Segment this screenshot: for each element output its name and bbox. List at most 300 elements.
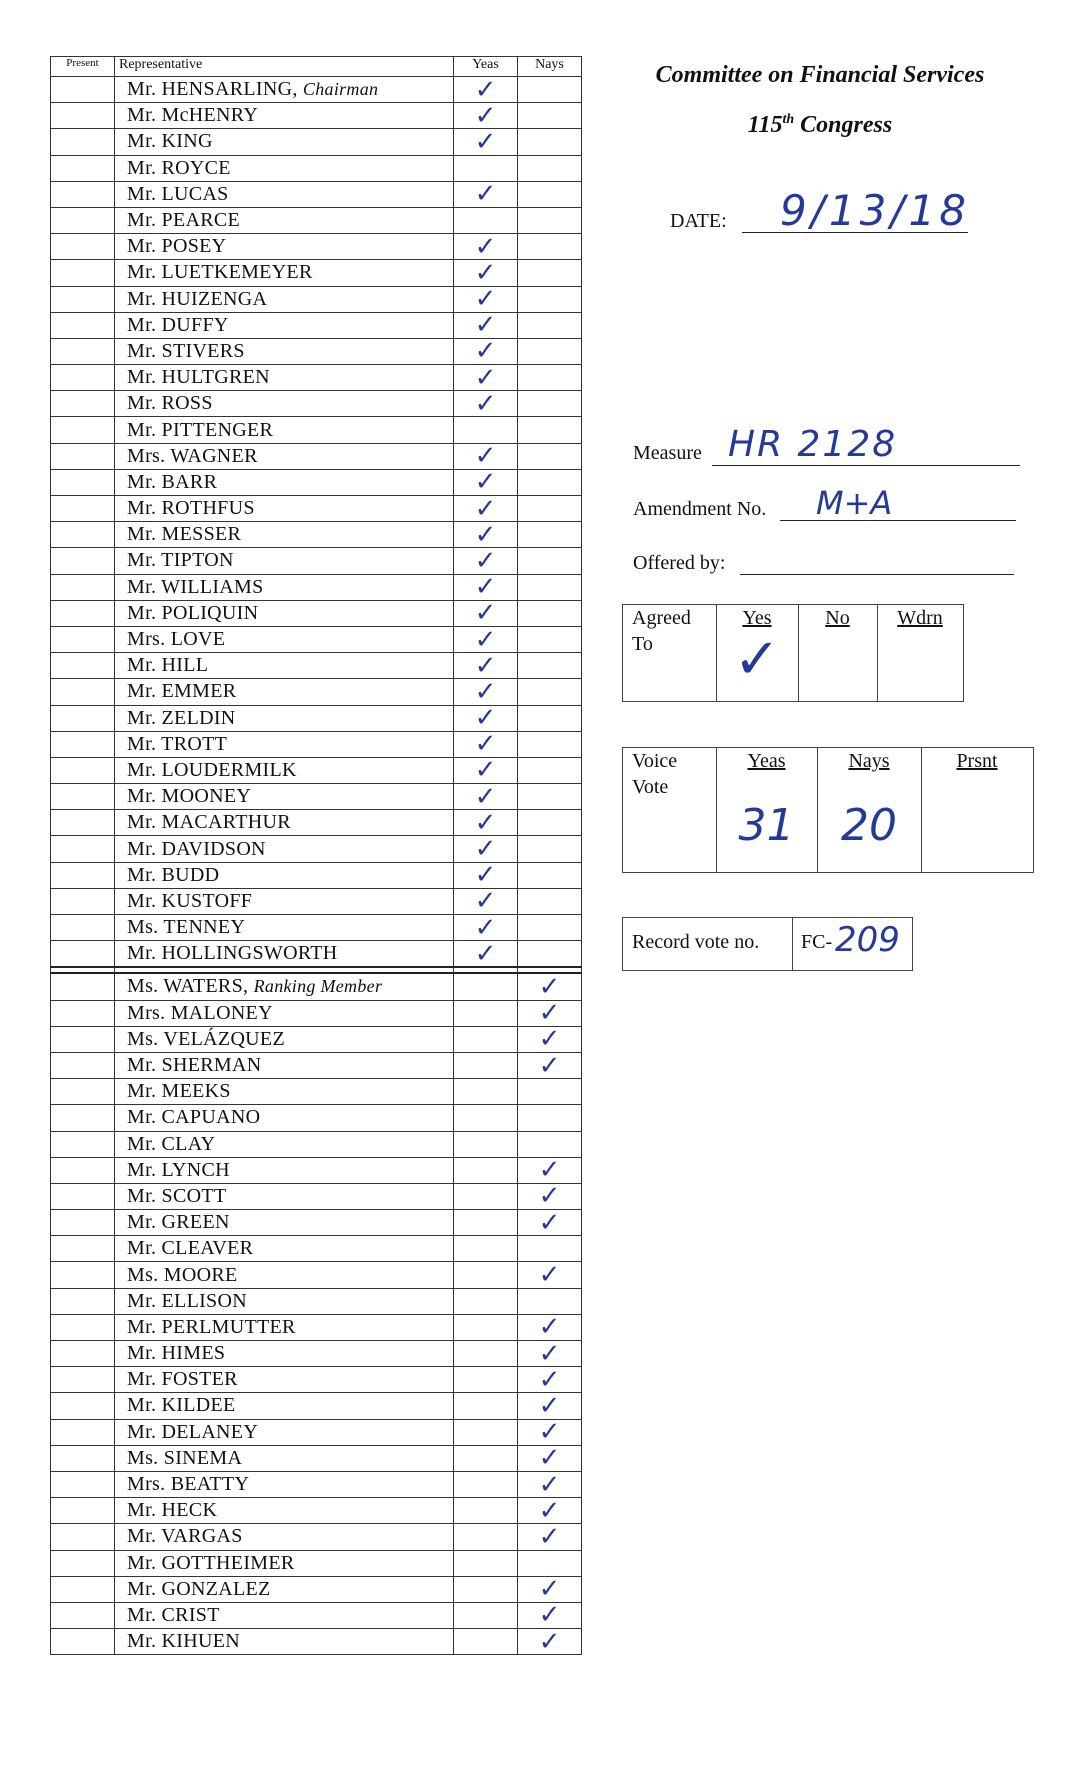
table-row [51, 103, 582, 129]
voice-nays-count: 20 [841, 800, 897, 851]
yea-cell [454, 912, 518, 943]
agreed-yes-check-icon: ✓ [733, 627, 781, 692]
table-row [51, 731, 582, 757]
yea-cell [454, 1288, 518, 1314]
present-cell [51, 1131, 115, 1157]
check-icon: ✓ [474, 362, 497, 393]
representative-name: Mr. POSEY [127, 235, 227, 258]
yea-cell [454, 257, 518, 288]
yea-cell [454, 572, 518, 603]
nay-cell [518, 574, 582, 600]
table-row [51, 1524, 582, 1550]
nay-cell [518, 941, 582, 968]
yea-cell [454, 519, 518, 550]
table-row [51, 626, 582, 652]
date-label: DATE: [670, 210, 727, 232]
yea-cell [454, 1419, 518, 1445]
representative-cell [115, 496, 454, 522]
check-icon: ✓ [474, 310, 497, 341]
nay-cell [518, 1600, 582, 1631]
congress-word: Congress [794, 112, 893, 138]
present-cell [51, 862, 115, 888]
present-cell [51, 1026, 115, 1052]
nay-cell [518, 1550, 582, 1576]
nay-cell [518, 338, 582, 364]
representative-cell [115, 836, 454, 862]
table-row [51, 1550, 582, 1576]
check-icon: ✓ [474, 388, 497, 419]
nay-cell [518, 365, 582, 391]
representative-cell [115, 1445, 454, 1471]
check-icon: ✓ [474, 624, 497, 655]
agreed-to-box [622, 604, 964, 702]
check-icon: ✓ [474, 912, 497, 943]
representative-cell [115, 1341, 454, 1367]
present-cell [51, 731, 115, 757]
present-cell [51, 1602, 115, 1628]
table-row [51, 679, 582, 705]
nay-cell [518, 836, 582, 862]
table-row [51, 1576, 582, 1602]
yea-cell [454, 1471, 518, 1497]
yea-cell [454, 1210, 518, 1236]
representative-cell [115, 548, 454, 574]
table-row [51, 1471, 582, 1497]
yea-cell [454, 231, 518, 262]
representative-name: Mr. LYNCH [127, 1158, 230, 1181]
present-cell [51, 365, 115, 391]
table-row [51, 1367, 582, 1393]
congress-suffix: th [782, 112, 795, 127]
present-cell [51, 1498, 115, 1524]
representative-cell [115, 417, 454, 443]
yea-cell [454, 207, 518, 233]
representative-cell [115, 1210, 454, 1236]
table-row [51, 1288, 582, 1314]
present-cell [51, 679, 115, 705]
representative-name: Mr. MACARTHUR [127, 811, 291, 834]
present-cell [51, 260, 115, 286]
yea-cell [454, 938, 518, 969]
check-icon: ✓ [538, 998, 561, 1029]
nay-cell [518, 1626, 582, 1657]
table-row [51, 888, 582, 914]
representative-name: Mrs. BEATTY [127, 1473, 250, 1496]
check-icon: ✓ [538, 1338, 561, 1369]
representative-cell [115, 1157, 454, 1183]
present-cell [51, 548, 115, 574]
table-row [51, 391, 582, 417]
representative-cell [115, 1314, 454, 1340]
representative-cell [115, 705, 454, 731]
representative-name: Mr. LUCAS [127, 182, 229, 205]
yea-cell [454, 155, 518, 181]
record-vote-label: Record vote no. [632, 931, 760, 953]
nay-cell [518, 1390, 582, 1421]
nay-cell [518, 998, 582, 1029]
nay-cell [518, 626, 582, 652]
yea-cell [454, 781, 518, 812]
representative-name: Mrs. LOVE [127, 628, 226, 651]
nay-cell [518, 1443, 582, 1474]
yea-cell [454, 973, 518, 1000]
table-row [51, 522, 582, 548]
yea-cell [454, 1079, 518, 1105]
table-row [51, 1236, 582, 1262]
present-cell [51, 1210, 115, 1236]
nay-cell [518, 312, 582, 338]
check-icon: ✓ [538, 1050, 561, 1081]
representative-name: Mr. BARR [127, 470, 218, 493]
table-row [51, 757, 582, 783]
check-icon: ✓ [474, 519, 497, 550]
table-row [51, 77, 582, 103]
representative-name: Mr. HENSARLING, [127, 78, 303, 101]
representative-name: Mr. VARGAS [127, 1525, 243, 1548]
table-row [51, 1393, 582, 1419]
nay-cell [518, 1131, 582, 1157]
yea-cell [454, 1026, 518, 1052]
representative-name: Mr. DAVIDSON [127, 837, 266, 860]
table-row [51, 1079, 582, 1105]
representative-cell [115, 626, 454, 652]
representative-name: Mr. PEARCE [127, 209, 241, 232]
representative-cell [115, 1576, 454, 1602]
representative-cell [115, 574, 454, 600]
table-row [51, 1210, 582, 1236]
table-row [51, 1105, 582, 1131]
yea-cell [454, 284, 518, 315]
check-icon: ✓ [474, 755, 497, 786]
representative-cell [115, 1000, 454, 1026]
representative-name: Mr. KING [127, 130, 213, 153]
representative-name: Mr. ROYCE [127, 156, 231, 179]
representative-cell [115, 1629, 454, 1655]
representative-name: Mr. GONZALEZ [127, 1577, 271, 1600]
representative-name: Mrs. WAGNER [127, 444, 258, 467]
present-cell [51, 973, 115, 1000]
representative-cell [115, 1393, 454, 1419]
yea-cell [454, 493, 518, 524]
check-icon: ✓ [474, 179, 497, 210]
yea-cell [454, 624, 518, 655]
representative-name: Ms. SINEMA [127, 1446, 243, 1469]
representative-cell [115, 338, 454, 364]
nay-cell [518, 888, 582, 914]
yea-cell [454, 1550, 518, 1576]
date-value: 9/13/18 [780, 186, 970, 235]
nay-cell [518, 862, 582, 888]
representative-cell [115, 155, 454, 181]
table-row [51, 155, 582, 181]
nay-cell [518, 234, 582, 260]
table-row [51, 286, 582, 312]
representative-name: Mr. HUIZENGA [127, 287, 268, 310]
present-cell [51, 496, 115, 522]
nay-cell [518, 1207, 582, 1238]
representative-name: Mr. LOUDERMILK [127, 758, 297, 781]
yea-cell [454, 441, 518, 472]
present-cell [51, 626, 115, 652]
record-vote-number: 209 [835, 920, 900, 960]
yea-cell [454, 755, 518, 786]
table-row [51, 1262, 582, 1288]
representative-name: Mr. HOLLINGSWORTH [127, 942, 338, 965]
yea-cell [454, 100, 518, 131]
yea-cell [454, 336, 518, 367]
check-icon: ✓ [474, 834, 497, 865]
representative-cell [115, 1602, 454, 1628]
present-cell [51, 155, 115, 181]
committee-title: Committee on Financial Services [655, 62, 985, 88]
representative-cell [115, 810, 454, 836]
yea-cell [454, 1131, 518, 1157]
representative-cell [115, 103, 454, 129]
present-cell [51, 784, 115, 810]
check-icon: ✓ [538, 1626, 561, 1657]
yea-cell [454, 834, 518, 865]
check-icon: ✓ [538, 971, 561, 1002]
nay-cell [518, 1338, 582, 1369]
representative-name: Mr. TROTT [127, 732, 228, 755]
yeas-header: Yeas [454, 57, 518, 77]
representative-name: Mr. HIMES [127, 1342, 226, 1365]
offered-by-label: Offered by: [633, 552, 726, 574]
nay-cell [518, 679, 582, 705]
check-icon: ✓ [474, 545, 497, 576]
table-row [51, 1052, 582, 1078]
nay-cell [518, 469, 582, 495]
present-cell [51, 1157, 115, 1183]
check-icon: ✓ [474, 598, 497, 629]
roll-call-table [50, 56, 581, 1676]
present-cell [51, 234, 115, 260]
voice-vote-box [622, 747, 1034, 873]
representative-name: Mr. ROTHFUS [127, 497, 255, 520]
representative-cell [115, 286, 454, 312]
present-cell [51, 1393, 115, 1419]
present-cell [51, 1550, 115, 1576]
yea-cell [454, 860, 518, 891]
representative-cell [115, 1052, 454, 1078]
nay-cell [518, 181, 582, 207]
present-cell [51, 1288, 115, 1314]
nay-cell [518, 1181, 582, 1212]
yea-cell [454, 1602, 518, 1628]
check-icon: ✓ [474, 729, 497, 760]
table-row [51, 207, 582, 233]
representative-cell [115, 1105, 454, 1131]
representative-cell [115, 207, 454, 233]
agreed-label-to: To [632, 633, 653, 655]
congress-title [600, 112, 1040, 139]
check-icon: ✓ [474, 100, 497, 131]
table-row [51, 260, 582, 286]
check-icon: ✓ [474, 781, 497, 812]
representative-name: Mr. LUETKEMEYER [127, 261, 313, 284]
table-row [51, 862, 582, 888]
yea-cell [454, 1445, 518, 1471]
representative-name: Ms. MOORE [127, 1263, 238, 1286]
nay-cell [518, 286, 582, 312]
check-icon: ✓ [538, 1312, 561, 1343]
representative-name: Mr. POLIQUIN [127, 601, 259, 624]
nay-cell [518, 1312, 582, 1343]
yea-cell [454, 1367, 518, 1393]
present-cell [51, 1341, 115, 1367]
present-cell [51, 1445, 115, 1471]
present-cell [51, 836, 115, 862]
representative-cell [115, 1026, 454, 1052]
representative-cell [115, 1288, 454, 1314]
nay-cell [518, 260, 582, 286]
nay-cell [518, 417, 582, 443]
present-cell [51, 286, 115, 312]
representative-name: Mr. FOSTER [127, 1368, 238, 1391]
check-icon: ✓ [538, 1260, 561, 1291]
nay-cell [518, 522, 582, 548]
representative-cell [115, 1236, 454, 1262]
voice-nays-header: Nays [848, 750, 890, 772]
representative-cell [115, 915, 454, 941]
yea-cell [454, 1524, 518, 1550]
nay-cell [518, 443, 582, 469]
check-icon: ✓ [538, 1155, 561, 1186]
agreed-no-header: No [825, 607, 850, 629]
representative-name: Mr. MESSER [127, 523, 242, 546]
present-cell [51, 338, 115, 364]
present-cell [51, 574, 115, 600]
representative-name: Mr. STIVERS [127, 339, 245, 362]
nay-cell [518, 1495, 582, 1526]
present-cell [51, 1419, 115, 1445]
nay-cell [518, 1521, 582, 1552]
table-row [51, 1183, 582, 1209]
check-icon: ✓ [538, 1600, 561, 1631]
check-icon: ✓ [538, 1207, 561, 1238]
representative-cell [115, 1550, 454, 1576]
nay-cell [518, 1155, 582, 1186]
yea-cell [454, 388, 518, 419]
yea-cell [454, 1052, 518, 1078]
present-cell [51, 129, 115, 155]
check-icon: ✓ [538, 1574, 561, 1605]
check-icon: ✓ [474, 126, 497, 157]
table-row [51, 312, 582, 338]
yea-cell [454, 1341, 518, 1367]
representative-name: Mr. PERLMUTTER [127, 1315, 296, 1338]
table-row [51, 784, 582, 810]
nay-cell [518, 784, 582, 810]
table-row [51, 1131, 582, 1157]
present-cell [51, 653, 115, 679]
representative-cell [115, 77, 454, 103]
representative-cell [115, 181, 454, 207]
representative-cell [115, 888, 454, 914]
nay-cell [518, 207, 582, 233]
representative-cell [115, 234, 454, 260]
table-row [51, 365, 582, 391]
present-cell [51, 941, 115, 968]
table-row [51, 653, 582, 679]
yea-cell [454, 74, 518, 105]
table-row [51, 1602, 582, 1628]
table-row [51, 338, 582, 364]
voice-label: Voice [632, 750, 678, 772]
nay-cell [518, 731, 582, 757]
representative-cell [115, 941, 454, 968]
yea-cell [454, 1183, 518, 1209]
representative-cell [115, 600, 454, 626]
nay-cell [518, 1050, 582, 1081]
yea-cell [454, 467, 518, 498]
representative-name: Mr. GOTTHEIMER [127, 1551, 295, 1574]
agreed-label: Agreed [632, 607, 691, 629]
table-row [51, 1157, 582, 1183]
present-cell [51, 1052, 115, 1078]
nay-cell [518, 1236, 582, 1262]
table-row [51, 1341, 582, 1367]
nay-cell [518, 129, 582, 155]
nay-cell [518, 1260, 582, 1291]
present-cell [51, 888, 115, 914]
present-cell [51, 1367, 115, 1393]
yea-cell [454, 650, 518, 681]
yea-cell [454, 179, 518, 210]
check-icon: ✓ [538, 1390, 561, 1421]
representative-name: Mr. HULTGREN [127, 366, 270, 389]
nay-cell [518, 1364, 582, 1395]
present-cell [51, 522, 115, 548]
present-cell [51, 705, 115, 731]
present-cell [51, 1105, 115, 1131]
check-icon: ✓ [474, 807, 497, 838]
representative-name: Mr. HECK [127, 1499, 218, 1522]
present-cell [51, 469, 115, 495]
nays-header: Nays [518, 57, 582, 77]
check-icon: ✓ [538, 1443, 561, 1474]
nay-cell [518, 757, 582, 783]
nay-cell [518, 653, 582, 679]
representative-cell [115, 1498, 454, 1524]
nay-cell [518, 548, 582, 574]
check-icon: ✓ [474, 74, 497, 105]
representative-cell [115, 129, 454, 155]
check-icon: ✓ [538, 1469, 561, 1500]
amendment-label: Amendment No. [633, 498, 767, 520]
representative-name: Mr. CLAY [127, 1132, 216, 1155]
representative-name: Mr. CLEAVER [127, 1237, 254, 1260]
representative-name: Mr. DELANEY [127, 1420, 259, 1443]
measure-value: HR 2128 [728, 424, 898, 465]
table-row [51, 548, 582, 574]
yea-cell [454, 1393, 518, 1419]
present-cell [51, 207, 115, 233]
present-cell [51, 915, 115, 941]
present-cell [51, 417, 115, 443]
present-cell [51, 443, 115, 469]
representative-name: Mr. BUDD [127, 863, 220, 886]
check-icon: ✓ [474, 703, 497, 734]
yea-cell [454, 1629, 518, 1655]
nay-cell [518, 1079, 582, 1105]
representative-role: Ranking Member [253, 976, 383, 997]
agreed-wdrn-header: Wdrn [897, 607, 943, 629]
table-row [51, 836, 582, 862]
representative-name: Mr. ROSS [127, 392, 213, 415]
yea-cell [454, 310, 518, 341]
representative-cell [115, 1471, 454, 1497]
